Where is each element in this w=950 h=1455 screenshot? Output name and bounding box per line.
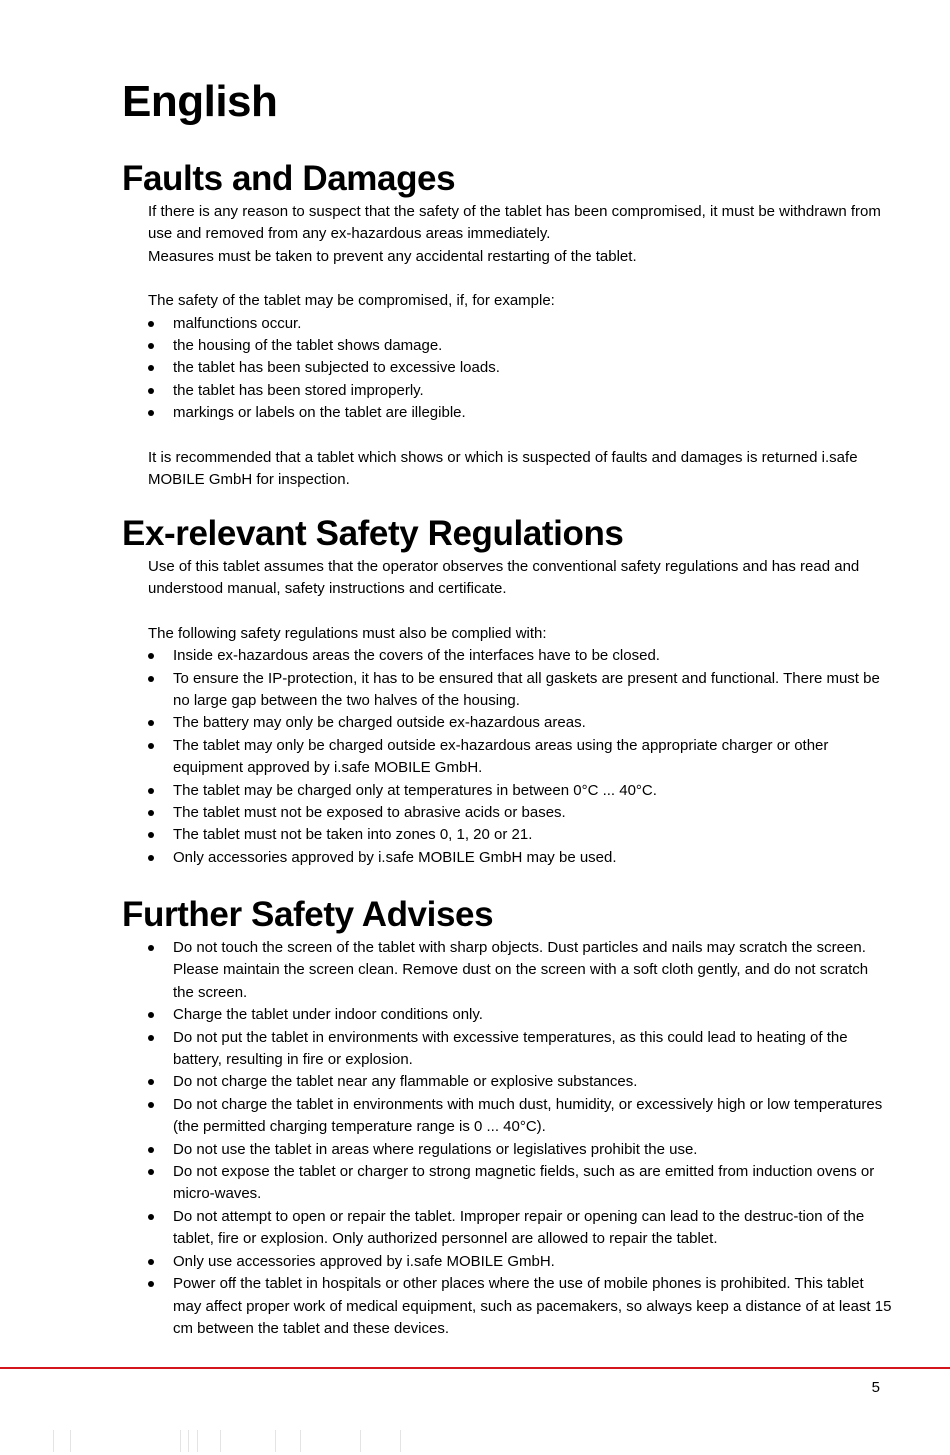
faults-closing: It is recommended that a tablet which shows or which is suspected of faults and damages is returned i.safe MOBILE GmbH for inspection.: [148, 448, 858, 489]
list-item-text: the tablet has been subjected to excessive loads.: [173, 359, 500, 377]
exrelevant-body: [148, 556, 892, 869]
list-item-text: the housing of the tablet shows damage.: [173, 337, 443, 355]
list-item: [148, 937, 892, 1004]
scan-marks: [0, 1430, 950, 1455]
list-item-text: The tablet may be charged only at temperatures in between 0°C ... 40°C.: [173, 781, 657, 799]
exrelevant-heading: Ex-relevant Safety Regulations: [122, 514, 624, 553]
list-item: [148, 645, 892, 667]
list-item: [148, 1027, 892, 1072]
list-item: [148, 1273, 892, 1340]
list-item-text: Do not touch the screen of the tablet with sharp objects. Dust particles and nails may scratch the screen. Please maintain the screen clean. Remove dust on the screen with a soft cloth gently, and do not scratch the screen.: [173, 939, 869, 1001]
list-item-text: Power off the tablet in hospitals or other places where the use of mobile phones is prohibited. This tablet may affect proper work of medical equipment, such as pacemakers, so always keep a distance of at least 15 cm between the tablet and these devices.: [173, 1275, 892, 1337]
list-item-text: Do not expose the tablet or charger to strong magnetic fields, such as are emitted from induction ovens or micro-waves.: [173, 1163, 875, 1203]
list-item: [148, 802, 892, 824]
list-item: [148, 847, 892, 869]
list-item: [148, 1251, 892, 1273]
list-item: [148, 668, 892, 713]
list-item-text: The tablet must not be taken into zones 0, 1, 20 or 21.: [173, 826, 533, 844]
faults-section: [122, 157, 892, 491]
list-item-text: Do not put the tablet in environments with excessive temperatures, as this could lead to heating of the battery, resulting in fire or explosion.: [173, 1028, 848, 1069]
further-list: [148, 937, 892, 1340]
faults-intro-2: Measures must be taken to prevent any accidental restarting of the tablet.: [148, 247, 637, 265]
list-item-text: markings or labels on the tablet are illegible.: [173, 404, 466, 422]
faults-intro-1: If there is any reason to suspect that the safety of the tablet has been compromised, it must be withdrawn from use and removed from any ex-hazardous areas immediately.: [148, 203, 881, 243]
list-item-text: Do not attempt to open or repair the tablet. Improper repair or opening can lead to the destruc-tion of the tablet, fire or explosion. Only authorized personnel are allowed to repair the tablet.: [173, 1207, 865, 1248]
list-item-text: Do not charge the tablet in environments with much dust, humidity, or excessively high or low temperatures (the permitted charging temperature range is 0 ... 40°C).: [173, 1095, 883, 1136]
list-item: [148, 1161, 892, 1206]
footer-rule: [0, 1367, 950, 1369]
list-item-text: The tablet must not be exposed to abrasive acids or bases.: [173, 804, 566, 822]
list-item: [148, 402, 892, 424]
list-item: [148, 380, 892, 402]
faults-list-intro: The safety of the tablet may be compromised, if, for example:: [148, 292, 555, 310]
list-item-text: The tablet may only be charged outside ex-hazardous areas using the appropriate charger or other equipment approved by i.safe MOBILE GmbH.: [173, 736, 829, 777]
list-item: [148, 1094, 892, 1139]
list-item-text: Do not use the tablet in areas where regulations or legislatives prohibit the use.: [173, 1140, 698, 1158]
list-item: [148, 335, 892, 357]
list-item: [148, 313, 892, 335]
exrelevant-list-intro: The following safety regulations must also be complied with:: [148, 624, 547, 642]
further-section: [122, 893, 892, 1340]
list-item-text: Only use accessories approved by i.safe MOBILE GmbH.: [173, 1252, 555, 1270]
list-item: [148, 780, 892, 802]
list-item-text: Inside ex-hazardous areas the covers of the interfaces have to be closed.: [173, 647, 660, 665]
page-number: 5: [871, 1379, 880, 1396]
list-item-text: the tablet has been stored improperly.: [173, 381, 424, 399]
list-item-text: malfunctions occur.: [173, 314, 302, 332]
list-item: [148, 735, 892, 780]
exrelevant-intro: Use of this tablet assumes that the operator observes the conventional safety regulations and has read and understood manual, safety instructions and certificate.: [148, 558, 860, 598]
list-item: [148, 1139, 892, 1161]
list-item: [148, 357, 892, 379]
list-item: [148, 1071, 892, 1093]
faults-body: [148, 201, 892, 491]
further-body: [148, 937, 892, 1340]
further-heading: Further Safety Advises: [122, 895, 494, 934]
language-title: English: [122, 77, 278, 126]
exrelevant-list: [148, 645, 892, 869]
faults-list: [148, 313, 892, 425]
exrelevant-section: [122, 512, 892, 869]
list-item-text: Do not charge the tablet near any flammable or explosive substances.: [173, 1073, 638, 1091]
list-item: [148, 1004, 892, 1026]
list-item-text: To ensure the IP-protection, it has to be ensured that all gaskets are present and functional. There must be no large gap between the two halves of the housing.: [173, 669, 880, 710]
faults-heading: Faults and Damages: [122, 159, 456, 198]
list-item: [148, 1206, 892, 1251]
list-item-text: The battery may only be charged outside ex-hazardous areas.: [173, 714, 586, 732]
list-item: [148, 824, 892, 846]
list-item: [148, 712, 892, 734]
list-item-text: Charge the tablet under indoor conditions only.: [173, 1006, 483, 1024]
list-item-text: Only accessories approved by i.safe MOBILE GmbH may be used.: [173, 848, 617, 866]
